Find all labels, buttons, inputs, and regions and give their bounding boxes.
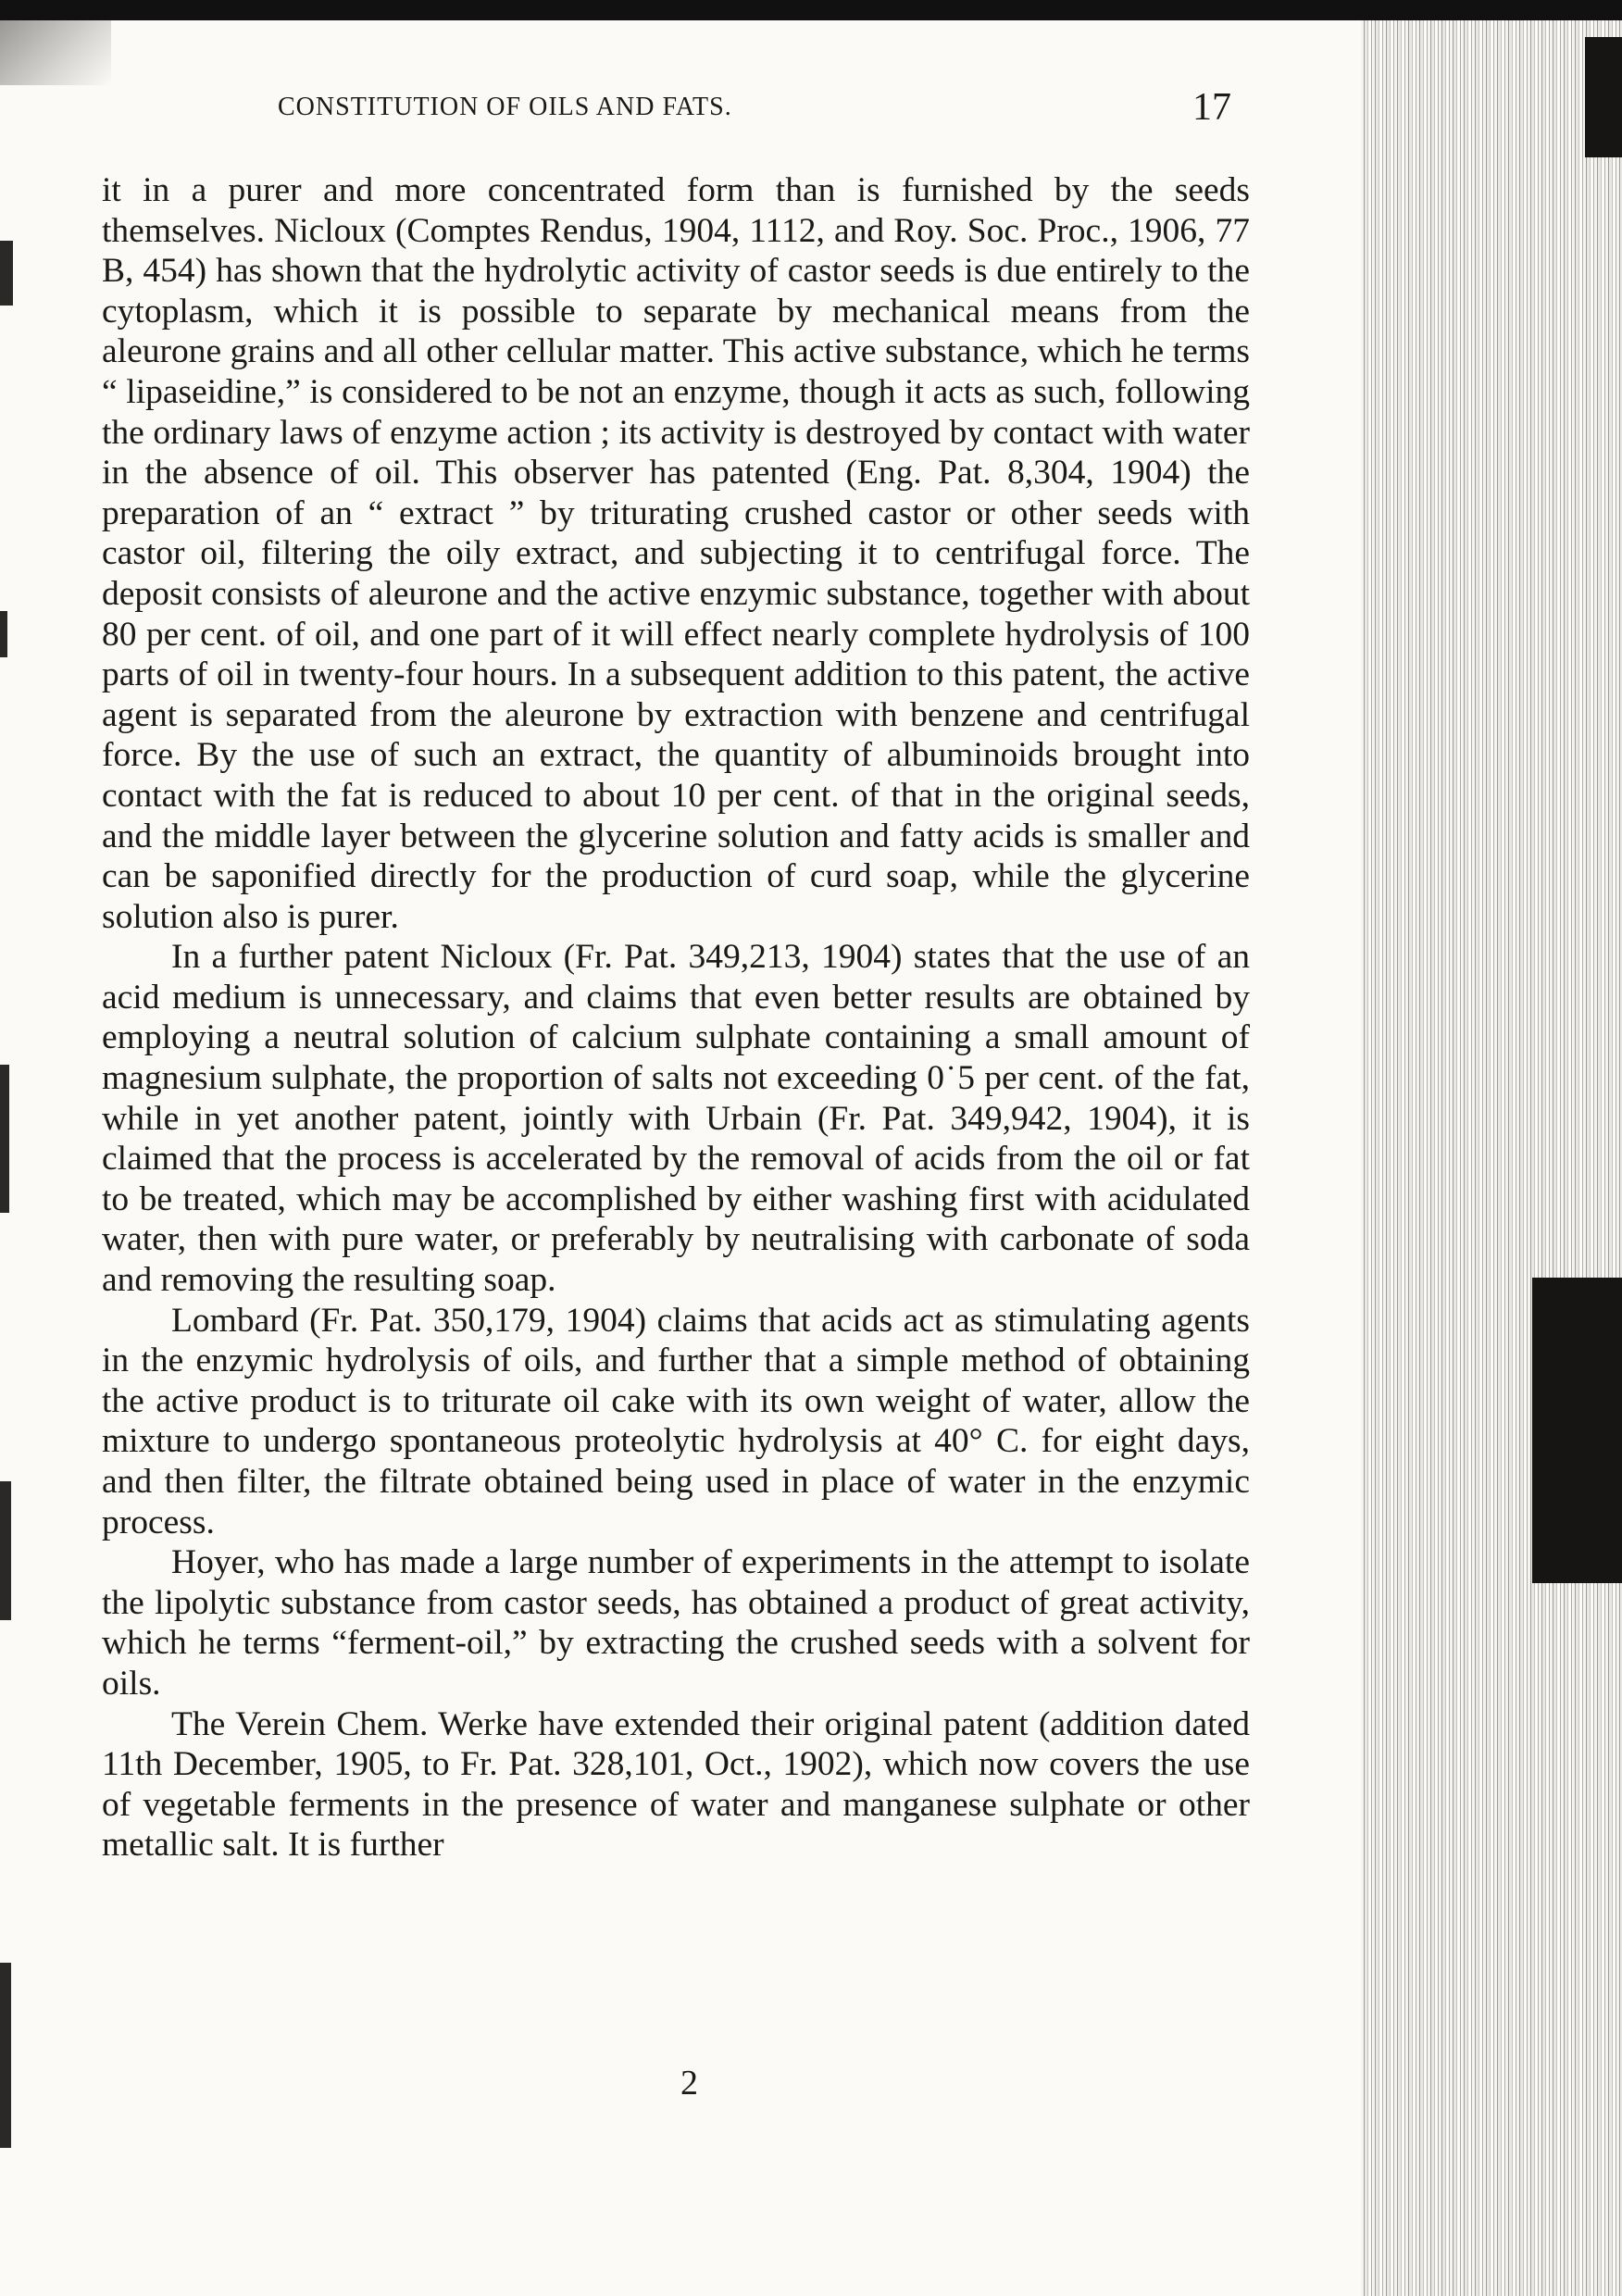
- scan-right-dark-bar: [1585, 37, 1622, 157]
- scan-left-edge-mark: [0, 1963, 11, 2148]
- running-title: CONSTITUTION OF OILS AND FATS.: [278, 93, 732, 121]
- scan-left-edge-mark: [0, 241, 13, 306]
- scan-left-edge-mark: [0, 1065, 9, 1213]
- body-text: [102, 170, 1250, 1866]
- paragraph: In a further patent Nicloux (Fr. Pat. 349,213, 1904) states that the use of an acid medium is unnecessary, and claims that even better results are obtained by employing a neutral solution of calcium sulphate containing a small amount of magnesium sulphate, the proportion of salts not exceeding 0˙5 per cent. of the fat, while in yet another patent, jointly with Urbain (Fr. Pat. 349,942, 1904), it is claimed that the process is accelerated by the removal of acids from the oil or fat to be treated, which may be accomplished by either washing first with acidulated water, then with pure water, or preferably by neutralising with carbonate of soda and removing the resulting soap.: [102, 938, 1250, 1300]
- page-number: 17: [1192, 86, 1231, 129]
- paragraph: it in a purer and more concentrated form than is furnished by the seeds themselves. Nicloux (Comptes Rendus, 1904, 1112, and Roy. Soc. Proc., 1906, 77 B, 454) has shown that the hydrolytic activity of castor seeds is due entirely to the cytoplasm, which it is possible to separate by mechanical means from the aleurone grains and all other cellular matter. This active substance, which he terms “ lipaseidine,” is considered to be not an enzyme, though it acts as such, following the ordinary laws of enzyme action ; its activity is destroyed by contact with water in the absence of oil. This observer has patented (Eng. Pat. 8,304, 1904) the preparation of an “ extract ” by triturating crushed castor or other seeds with castor oil, filtering the oily extract, and subjecting it to centrifugal force. The deposit consists of aleurone and the active enzymic substance, together with about 80 per cent. of oil, and one part of it will effect nearly complete hydrolysis of 100 parts of oil in twenty-four hours. In a subsequent addition to this patent, the active agent is separated from the aleurone by extraction with benzene and centrifugal force. By the use of such an extract, the quantity of albuminoids brought into contact with the fat is reduced to about 10 per cent. of that in the original seeds, and the middle layer between the glycerine solution and fatty acids is smaller and can be saponified directly for the production of curd soap, while the glycerine solution also is purer.: [102, 171, 1250, 936]
- signature-mark: 2: [680, 2064, 698, 2103]
- paragraph: Hoyer, who has made a large number of experiments in the attempt to isolate the lipolytic substance from castor seeds, has obtained a product of great activity, which he terms “ferment-oil,” by extracting the crushed seeds with a solvent for oils.: [102, 1543, 1250, 1703]
- paragraph: The Verein Chem. Werke have extended their original patent (addition dated 11th December, 1905, to Fr. Pat. 328,101, Oct., 1902), which now covers the use of vegetable ferments in the presence of water and manganese sulphate or other metallic salt. It is further: [102, 1704, 1250, 1865]
- scan-corner-shadow: [0, 20, 111, 85]
- paragraph: Lombard (Fr. Pat. 350,179, 1904) claims that acids act as stimulating agents in the enzymic hydrolysis of oils, and further that a simple method of obtaining the active product is to triturate oil cake with its own weight of water, allow the mixture to undergo spontaneous proteolytic hydrolysis at 40° C. for eight days, and then filter, the filtrate obtained being used in place of water in the enzymic process.: [102, 1301, 1250, 1541]
- scan-right-dark-bar: [1532, 1278, 1622, 1583]
- book-page-edge: [1361, 20, 1622, 2296]
- scan-left-edge-mark: [0, 611, 7, 657]
- scan-top-border: [0, 0, 1622, 20]
- scan-left-edge-mark: [0, 1481, 11, 1620]
